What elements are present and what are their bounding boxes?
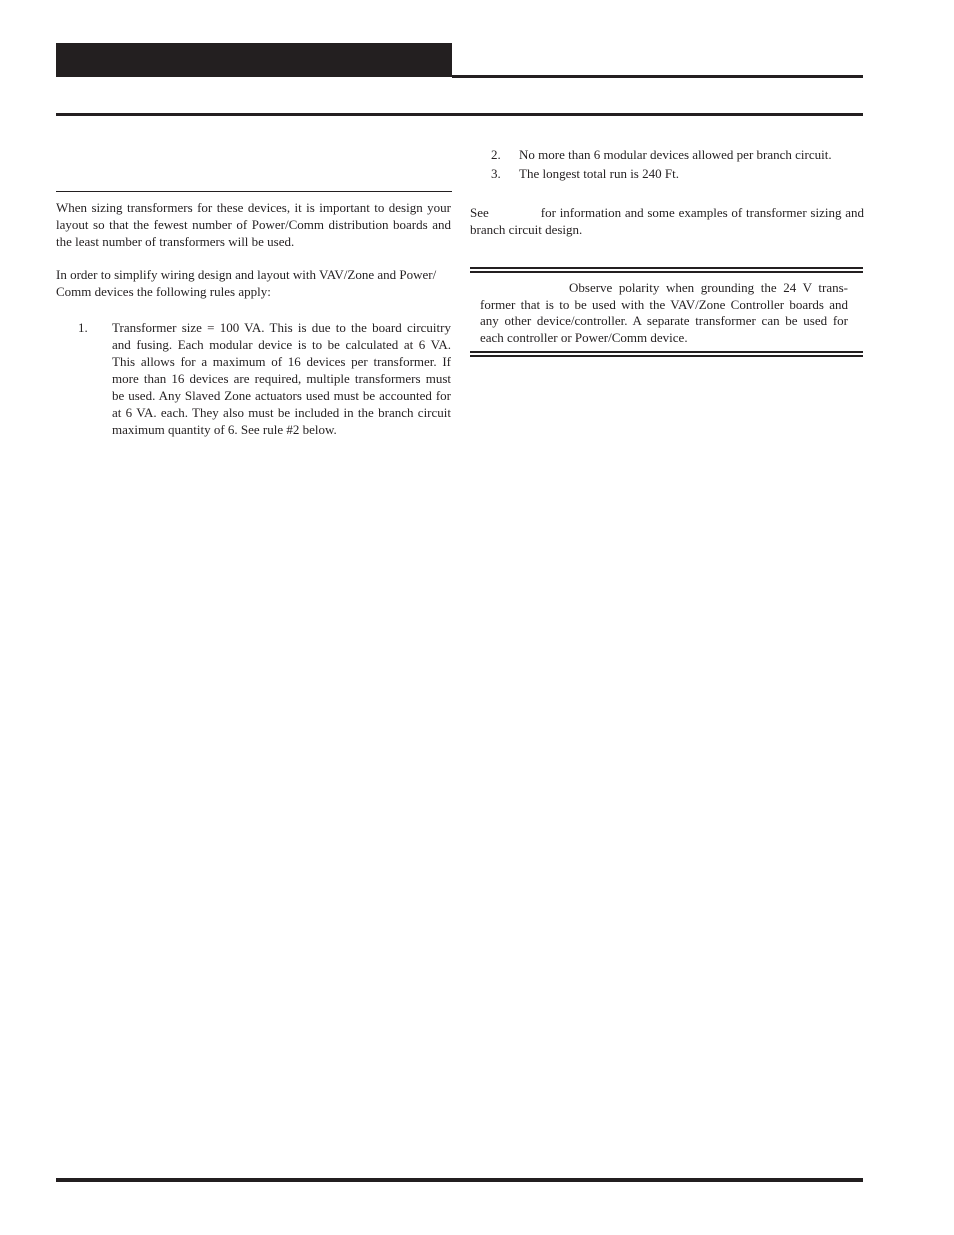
note-rule-top bbox=[470, 267, 863, 269]
sizing-paragraph: When sizing transformers for these devices, it is important to design your layout so that the fewest number of Power/Comm distribution boards and the least number of transformers will be used. bbox=[56, 200, 451, 249]
rule-item bbox=[470, 145, 864, 164]
rule-item bbox=[470, 164, 864, 183]
see-reference-paragraph bbox=[470, 204, 864, 238]
header-line bbox=[452, 75, 863, 78]
note-rule-bottom-inner bbox=[470, 351, 863, 353]
footer-rule bbox=[56, 1178, 863, 1182]
rule-number: 2. bbox=[491, 147, 501, 162]
rule-number: 3. bbox=[491, 166, 501, 181]
rule-text: Transformer size = 100 VA. This is due to the board circuitry and fusing. Each modular device is to be calculated at 6 VA. This allows for a maximum of 16 devices per transformer. If more than 16 devices are required, multiple transformers must be used. Any Slaved Zone actuators used must be accounted for at 6 VA. each. They also must be included in the branch circuit maximum quantity of 6. See rule #2 below. bbox=[112, 320, 451, 437]
rule-text: No more than 6 modular devices allowed per branch circuit. bbox=[519, 147, 832, 162]
rule-number: 1. bbox=[78, 320, 88, 335]
see-text: for information and some examples of transformer sizing and branch circuit design. bbox=[470, 205, 864, 237]
header-rule bbox=[56, 113, 863, 116]
rules-intro-paragraph: In order to simplify wiring design and layout with VAV/Zone and Power/ Comm devices the following rules apply: bbox=[56, 267, 437, 299]
rules-list-right bbox=[470, 145, 864, 183]
note-rule-bottom bbox=[470, 355, 863, 357]
note-box bbox=[470, 267, 863, 359]
rule-item bbox=[56, 319, 451, 438]
note-rule-top-inner bbox=[470, 271, 863, 273]
see-prefix: See bbox=[470, 205, 489, 220]
section-divider bbox=[56, 191, 452, 192]
note-text: Observe polarity when grounding the 24 V trans-former that is to be used with the VAV/Zone Controller boards and any other device/controller. A separate transformer can be used for each controller or Power/Comm device. bbox=[480, 280, 848, 345]
rules-list-left bbox=[56, 319, 451, 438]
header-bar bbox=[56, 43, 452, 77]
rule-text: The longest total run is 240 Ft. bbox=[519, 166, 679, 181]
